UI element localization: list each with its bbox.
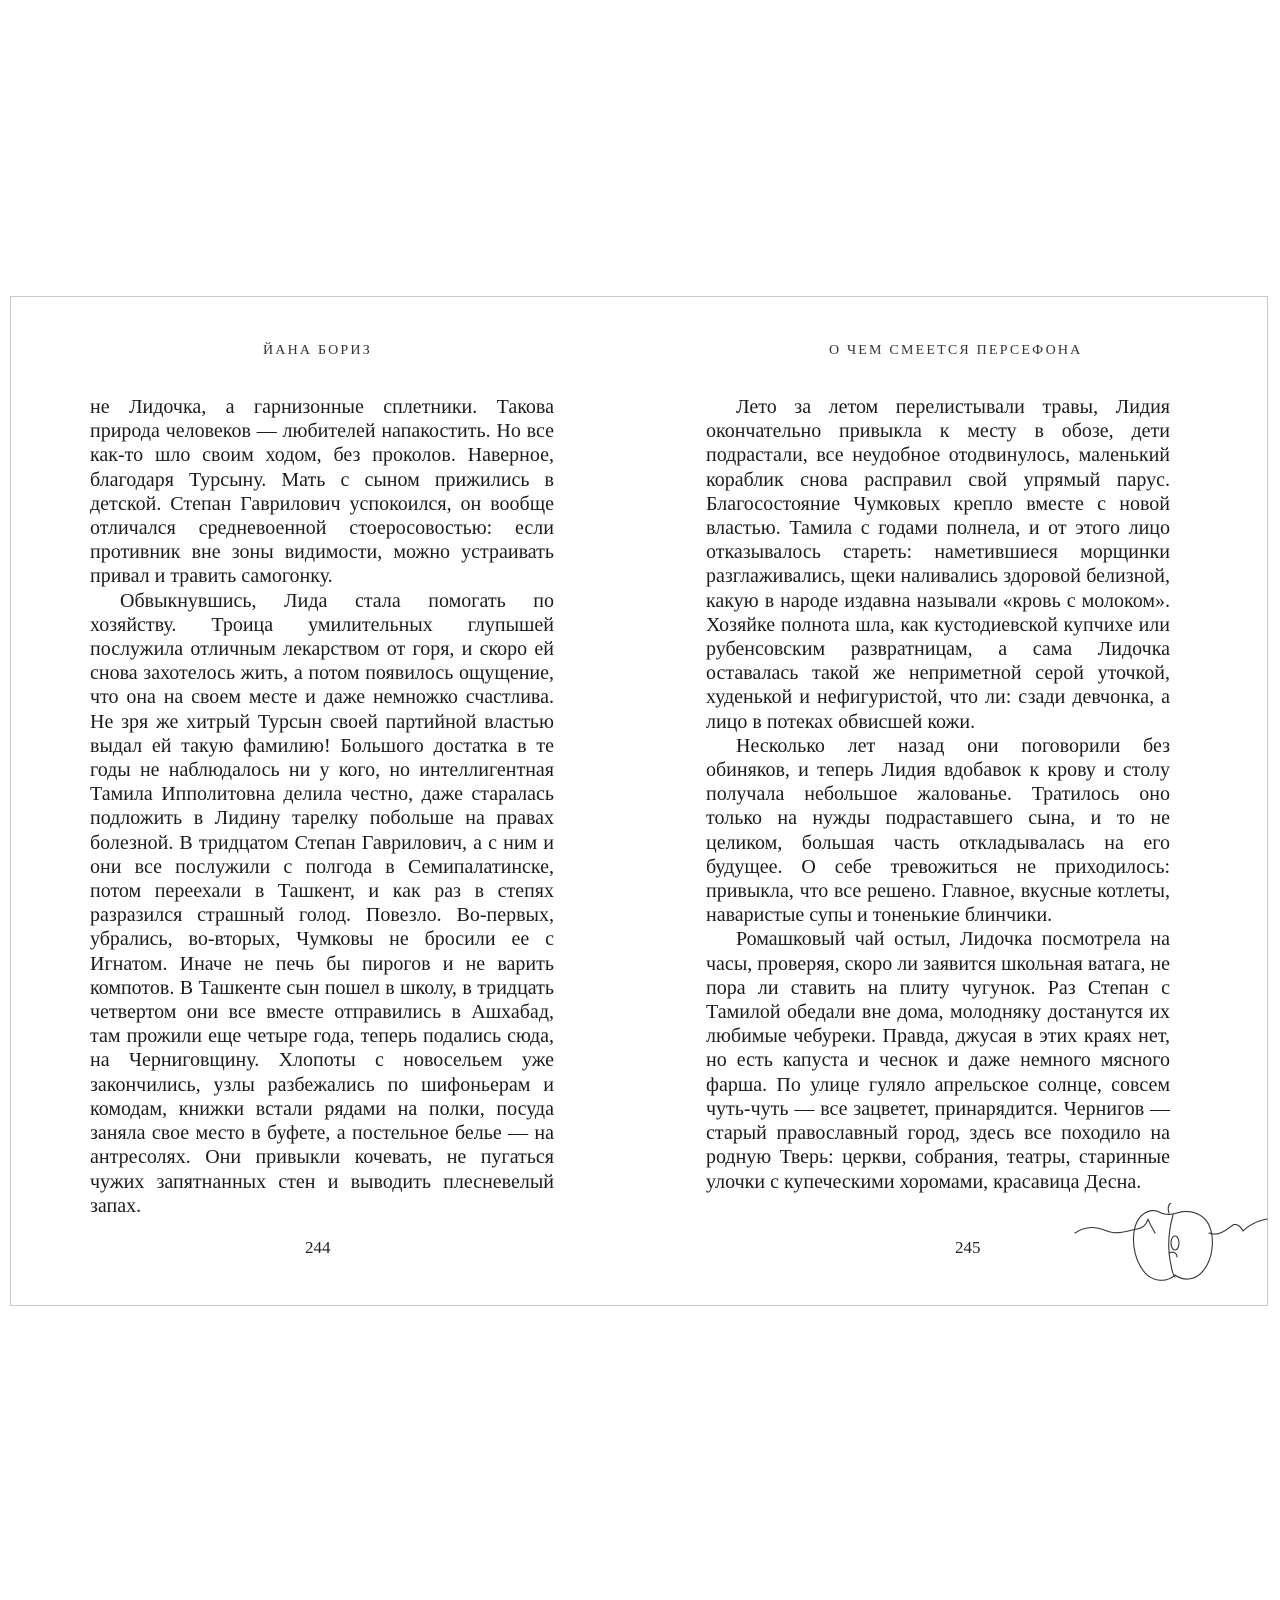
left-paragraph-2: Обвыкнувшись, Лида стала помогать по хозяйству. Троица умилительных глупышей послужила отличным лекарством от горя, и скоро ей снова захотелось жить, а потом появилось ощущение, что она на своем месте и даже немножко счастлива. Не зря же хитрый Турсын своей партийной властью выдал ей такую фамилию! Большого достатка в те годы не наблюдалось ни у кого, но интеллигентная Тамила Ипполитовна делила честно, даже старалась подложить в Лидину тарелку побольше на правах болезной. В тридцатом Степан Гаврилович, а с ним и они все послужили с полгода в Семипалатинске, потом переехали в Ташкент, и как раз в степях разразился страшный голод. Повезло. Во-первых, убрались, во-вторых, Чумковы не бросили ее с Игнатом. Иначе не печь бы пирогов и не варить компотов. В Ташкенте сын пошел в школу, в тридцать четвертом они все вместе отправились в Ашхабад, там прожили еще четыре года, теперь подались сюда, на Черниговщину. Хлопоты с новосельем уже закончились, узлы разбежались по шифоньерам и комодам, книжки встали рядами на полки, посуда заняла свое место в буфете, а постельное белье — на антресолях. Они привыкли кочевать, не пугаться чужих запятнанных стен и выводить плесневелый запах. [90,589,554,1217]
left-page-body [90,395,554,1218]
left-paragraph-1: не Лидочка, а гарнизонные сплетники. Такова природа человеков — любителей напакостить. Но все как-то шло своим ходом, без проколов. Наверное, благодаря Турсыну. Мать с сыном прижились в детской. Степан Гаврилович успокоился, он вообще отличался средневоенной стоеросовостью: если противник вне зоны видимости, можно устраивать привал и травить самогонку. [90,396,554,588]
right-page-body [706,395,1170,1194]
right-paragraph-2: Несколько лет назад они поговорили без обиняков, и теперь Лидия вдобавок к крову и столу получала небольшое жалованье. Тратилось оно только на нужды подраставшего сына, и то не целиком, большая часть откладывалась на его будущее. О себе тревожиться не приходилось: привыкла, что все решено. Главное, вкусные котлеты, наваристые супы и тоненькие блинчики. [706,734,1170,927]
book-spread [10,296,1268,1306]
left-running-head: ЙАНА БОРИЗ [263,343,372,358]
right-paragraph-1: Лето за летом перелистывали травы, Лидия окончательно привыкла к месту в обозе, дети подрастали, все неудобное отодвинулось, маленький кораблик снова расправил свой упрямый парус. Благосостояние Чумковых крепло вместе с новой властью. Тамила с годами полнела, и от этого лицо отказывалось стареть: наметившиеся морщинки разглаживались, щеки наливались здоровой белизной, какую в народе издавна называли «кровь с молоком». Хозяйке полнота шла, как кустодиевской купчихе или рубенсовским развратницам, а сама Лидочка оставалась такой же неприметной серой уточкой, худенькой и нефигуристой, что ли: сзади девчонка, а лицо в потеках обвисшей кожи. [706,396,1170,733]
right-paragraph-3: Ромашковый чай остыл, Лидочка посмотрела на часы, проверяя, скоро ли заявится школьная ватага, не пора ли ставить на плиту чугунок. Раз Степан с Тамилой обедали вне дома, молодняку достанутся их любимые чебуреки. Правда, джусая в этих краях нет, но есть капуста и чеснок и даже немного мясного фарша. По улице гуляло апрельское солнце, совсем чуть-чуть — все зацветет, принарядится. Чернигов — старый православный город, здесь все походило на родную Тверь: церкви, собрания, театры, старинные улочки с купеческими хоромами, красавица Десна. [706,928,1170,1193]
left-page-number: 244 [305,1238,331,1257]
apple-line-drawing-icon [1073,1203,1269,1287]
right-running-head: О ЧЕМ СМЕЕТСЯ ПЕРСЕФОНА [829,343,1083,358]
right-page-number: 245 [955,1238,981,1257]
